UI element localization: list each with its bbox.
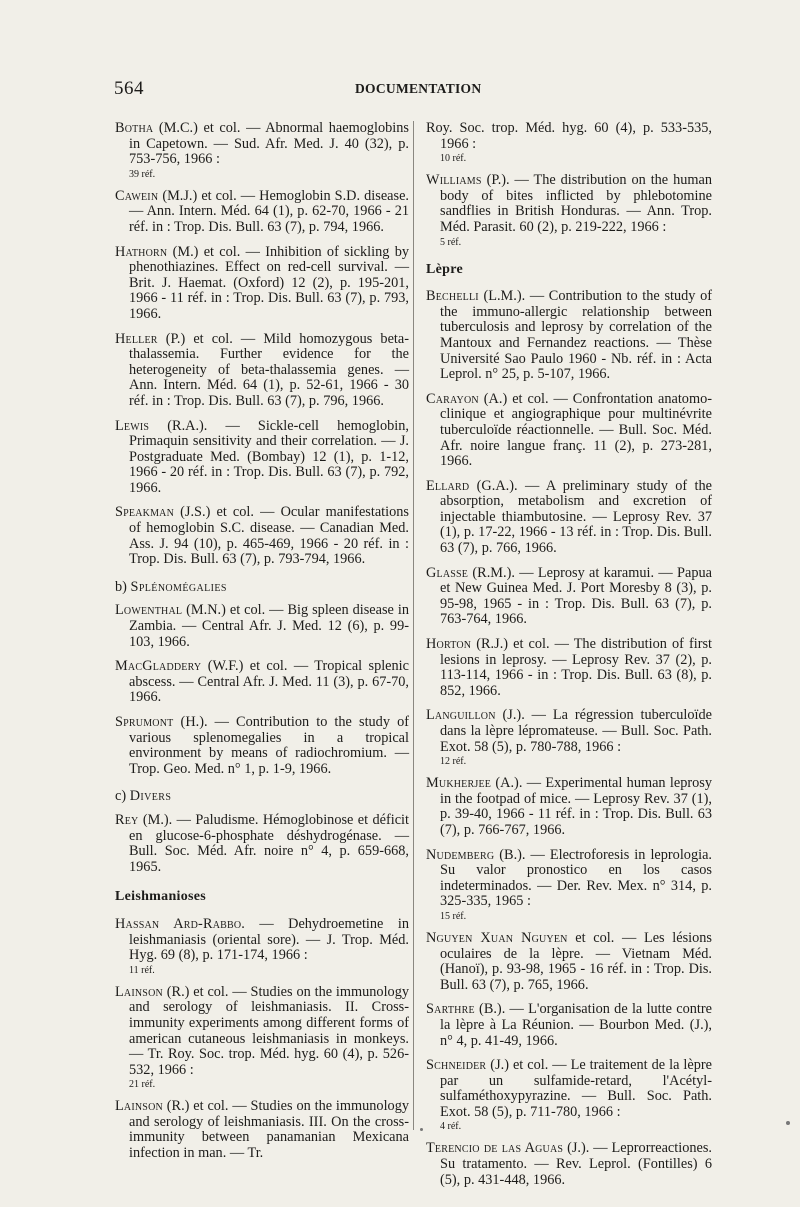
entry-citation: (P.). — The distribution on the human body of bites inflicted by phlebotomine sandflies in British Honduras. — Ann. Trop. Méd. Parasit. 60 (2), p. 219-222, 1966 : (440, 172, 712, 235)
entry-reference-count: 11 réf. (129, 964, 155, 976)
bibliography-entry (115, 985, 409, 1091)
entry-citation: (M.N.) et col. — Big spleen disease in Zambia. — Central Afr. J. Med. 12 (6), p. 99-103, 1966. (129, 602, 409, 650)
entry-author: Ellard (426, 477, 470, 494)
entry-author: Lainson (115, 983, 163, 1000)
entry-author: Sprumont (115, 714, 174, 730)
entry-author: Hathorn (115, 243, 168, 260)
entries-splenomegalies (115, 603, 409, 777)
bibliography-entry (426, 392, 712, 470)
page-number: 564 (114, 78, 144, 99)
entry-author: Williams (426, 172, 482, 189)
bibliography-entry (426, 566, 712, 628)
entry-citation: (M.) et col. — Inhibition of sickling by phenothiazines. Effect on red-cell survival. — Brit. J. Haemat. (Oxford) 12 (2), p. 195-201, 1966 - 11 réf. in : Trop. Dis. Bull. 63 (7), p. 793, 1966. (129, 243, 409, 322)
section-heading-leishmanioses: Leishmanioses (115, 889, 207, 905)
entry-citation: (M.). — Paludisme. Hémoglobinose et déficit en glucose-6-phosphate déshydrogénase. — Bull. Soc. Méd. Afr. noire n° 4, p. 659-668, 1965. (129, 811, 409, 875)
bibliography-entry (115, 1099, 409, 1161)
entry-author: Hassan Ard-Rabbo (115, 915, 242, 932)
entry-author: Cawein (115, 187, 159, 204)
entry-author: Terencio de las Aguas (426, 1140, 564, 1157)
bibliography-entry (426, 637, 712, 699)
bibliography-entry (426, 289, 712, 383)
entry-citation: . — Dehydroemetine in leishmaniasis (oriental sore). — J. Trop. Méd. Hyg. 69 (8), p. 171-174, 1966 : (129, 915, 409, 964)
entry-author: Lowenthal (115, 602, 183, 619)
stray-mark (786, 1121, 790, 1125)
entry-citation: Roy. Soc. trop. Méd. hyg. 60 (4), p. 533-535, 1966 : (426, 120, 712, 152)
bibliography-entry (426, 848, 712, 922)
bibliography-entry (426, 776, 712, 838)
subsection-title: Divers (129, 788, 172, 805)
entry-author: Languillon (426, 707, 496, 724)
entry-author: Lainson (115, 1098, 163, 1115)
bibliography-entry (426, 708, 712, 767)
entry-author: Mukherjee (426, 775, 492, 792)
entry-citation: (R.) et col. — Studies on the immunology and serology of leishmaniasis. II. Cross-immunity experiments among different forms of american cutaneous leishmaniasis in monkeys. — Tr. Roy. Soc. trop. Méd. hyg. 60 (4), p. 526-532, 1966 : (129, 983, 409, 1078)
entry-author: MacGladdery (115, 658, 202, 675)
entry-reference-count: 21 réf. (129, 1079, 156, 1091)
bibliography-entry (115, 245, 409, 323)
bibliography-entry (426, 1141, 712, 1188)
bibliography-entry (426, 173, 712, 247)
entry-author: Lewis (115, 417, 150, 434)
entries-divers (115, 813, 409, 875)
entry-author: Horton (426, 636, 472, 653)
subsection-splenomegalies (115, 580, 409, 596)
entry-author: Rey (115, 811, 139, 828)
entries-haemoglobin (115, 121, 409, 568)
entries-leishmanioses (115, 917, 409, 1162)
bibliography-entry (115, 603, 409, 650)
entry-author: Speakman (115, 504, 174, 521)
entry-citation: (A.) et col. — Confrontation anatomo-clinique et angiographique pour multinévrite tuberculoïde réactionnelle. — Bull. Soc. Méd. Afr. noire langue franç. 11 (2), p. 273-281, 1966. (440, 390, 712, 470)
stray-mark (420, 1128, 423, 1131)
subsection-prefix: c) (115, 788, 130, 805)
entry-citation: (M.J.) et col. — Hemoglobin S.D. disease. — Ann. Intern. Méd. 64 (1), p. 62-70, 1966 - 21 réf. in : Trop. Dis. Bull. 63 (7), p. 794, 1966. (129, 187, 409, 235)
entry-citation: (M.C.) et col. — Abnormal haemoglobins in Capetown. — Sud. Afr. Med. J. 40 (32), p. 753-756, 1966 : (129, 120, 409, 168)
subsection-divers (115, 789, 409, 805)
entry-citation: et col. — Les lésions oculaires de la lèpre. — Vietnam Méd. (Hanoï), p. 93-98, 1965 - 16 réf. in : Trop. Dis. Bull. 63 (7), p. 765, 1966. (440, 929, 712, 993)
entry-reference-count: 5 réf. (440, 236, 462, 248)
bibliography-entry (115, 121, 409, 180)
entry-citation: (W.F.) et col. — Tropical splenic abscess. — Central Afr. J. Med. 11 (3), p. 67-70, 1966. (129, 658, 409, 706)
entry-citation: (J.S.) et col. — Ocular manifestations of hemoglobin S.C. disease. — Canadian Med. Ass. J. 94 (10), p. 465-469, 1966 - 20 réf. in : Trop. Dis. Bull. 63 (7), p. 793-794, 1966. (129, 504, 409, 568)
bibliography-entry (115, 659, 409, 706)
entry-citation: (J.). — La régression tuberculoïde dans la lèpre lépromateuse. — Bull. Soc. Path. Exot. 58 (5), p. 780-788, 1966 : (440, 707, 712, 755)
bibliography-entry (115, 715, 409, 777)
entry-citation: (A.). — Experimental human leprosy in the footpad of mice. — Leprosy Rev. 37 (1), p. 39-40, 1966 - 11 réf. in : Trop. Dis. Bull. 63 (7), p. 766-767, 1966. (440, 775, 712, 838)
bibliography-entry (115, 419, 409, 497)
entry-author: Botha (115, 120, 154, 136)
bibliography-entry (426, 931, 712, 993)
subsection-title: Splénomégalies (130, 578, 227, 595)
entry-citation: (B.). — L'organisation de la lutte contre la lèpre à La Réunion. — Bourbon Med. (J.), n° 4, p. 41-49, 1966. (440, 1001, 712, 1049)
entry-citation: (H.). — Contribution to the study of various splenomegalies in a tropical environment by means of radiochromium. — Trop. Geo. Med. n° 1, p. 1-9, 1966. (129, 714, 409, 777)
entry-author: Sarthre (426, 1001, 475, 1018)
entry-citation: (J.) et col. — Le traitement de la lèpre par un sulfamide-retard, l'Acétyl-sulfaméthoxypyrazine. — Bull. Soc. Path. Exot. 58 (5), p. 711-780, 1966 : (440, 1057, 712, 1120)
entry-reference-count: 10 réf. (440, 153, 467, 165)
entry-citation: (R.) et col. — Studies on the immunology and serology of leishmaniasis. III. On the cross-immunity between panamanian Mexicana infection in man. — Tr. (129, 1098, 409, 1162)
bibliography-entry (115, 189, 409, 236)
right-column (426, 121, 712, 1197)
entry-reference-count: 12 réf. (440, 756, 467, 768)
entry-author: Schneider (426, 1057, 487, 1074)
bibliography-entry (426, 121, 712, 164)
bibliography-entry (115, 917, 409, 976)
entry-reference-count: 4 réf. (440, 1121, 462, 1133)
entry-reference-count: 15 réf. (440, 910, 467, 922)
entry-author: Heller (115, 330, 158, 347)
entry-reference-count: 39 réf. (129, 168, 156, 180)
entry-citation: (P.) et col. — Mild homozygous beta-thalassemia. Further evidence for the heterogeneity of beta-thalassemia genes. — Ann. Intern. Méd. 64 (1), p. 52-61, 1966 - 30 réf. in : Trop. Dis. Bull. 63 (7), p. 796, 1966. (129, 330, 409, 409)
bibliography-entry (426, 1058, 712, 1132)
entry-author: Bechelli (426, 288, 479, 305)
bibliography-entry (115, 813, 409, 875)
entry-citation: (J.). — Leprorreactiones. Su tratamento. — Rev. Leprol. (Fontilles) 6 (5), p. 431-448, 1966. (440, 1140, 712, 1188)
bibliography-entry (115, 332, 409, 410)
entry-citation: (G.A.). — A preliminary study of the absorption, metabolism and excretion of injectable thiambutosine. — Leprosy Rev. 37 (1), p. 17-22, 1966 - 13 réf. in : Trop. Dis. Bull. 63 (7), p. 766, 1966. (440, 477, 712, 557)
bibliography-entry (115, 505, 409, 567)
left-column (115, 121, 409, 1171)
bibliography-entry (426, 479, 712, 557)
column-rule (413, 121, 414, 1130)
subsection-prefix: b) (115, 578, 131, 595)
entries-lepre (426, 289, 712, 1188)
entry-author: Nguyen Xuan Nguyen (426, 929, 568, 946)
section-heading-lepre: Lèpre (426, 261, 464, 277)
entry-citation: (R.M.). — Leprosy at karamui. — Papua et New Guinea Med. J. Port Moresby 8 (3), p. 95-98, 1965 - in : Trop. Dis. Bull. 63 (7), p. 763-764, 1966. (440, 564, 712, 628)
bibliography-entry (426, 1002, 712, 1049)
entry-author: Glasse (426, 564, 469, 581)
entry-author: Nudemberg (426, 846, 495, 863)
entry-author: Carayon (426, 390, 479, 407)
entry-citation: (B.). — Electroforesis in leprologia. Su valor pronostico en los casos indeterminados. — Der. Rev. Mex. n° 314, p. 325-335, 1965 : (440, 846, 712, 910)
entries-continued (426, 121, 712, 248)
entry-citation: (R.A.). — Sickle-cell hemoglobin, Primaquin sensitivity and their correlation. — J. Postgraduate Med. (Bombay) 12 (1), p. 1-12, 1966 - 20 réf. in : Trop. Dis. Bull. 63 (7), p. 792, 1966. (129, 417, 409, 496)
entry-citation: (L.M.). — Contribution to the study of the immuno-allergic relationship between tuberculosis and leprosy by correlation of the Mantoux and Fernandez reactions. — Thèse Université Sao Paulo 1960 - Nb. réf. in : Acta Leprol. n° 25, p. 5-107, 1966. (440, 288, 712, 383)
entry-citation: (R.J.) et col. — The distribution of first lesions in leprosy. — Leprosy Rev. 37 (2), p. 113-114, 1966 - in : Trop. Dis. Bull. 63 (8), p. 852, 1966. (440, 636, 712, 699)
running-title: DOCUMENTATION (355, 81, 482, 96)
